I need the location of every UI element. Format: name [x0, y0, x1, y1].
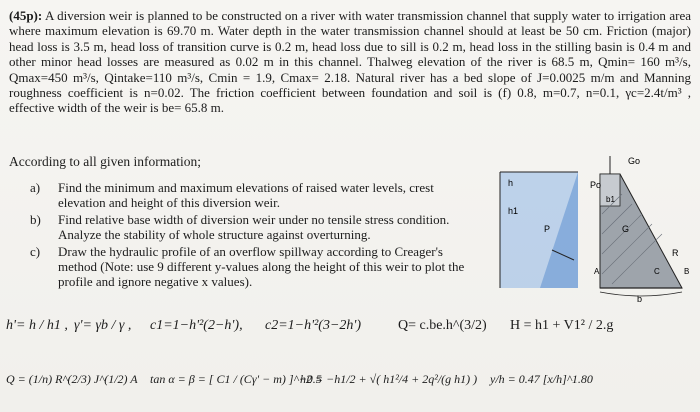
- weir-diagram: [482, 154, 694, 304]
- formula-h2: h2 = −h1/2 + √( h1²/4 + 2q²/(g h1) ): [300, 372, 478, 386]
- formula-discharge: Q= c.be.h^(3/2): [398, 318, 487, 333]
- question-list: [30, 180, 470, 291]
- question-text: Find relative base width of diversion weir under no tensile stress condition. Analyze the stability of whole structure against overturning.: [58, 212, 450, 242]
- question-text: Draw the hydraulic profile of an overflow spillway according to Creager's method (Note: use 9 different y-values along the height of this weir to plot the profile and ignore negative x values).: [58, 244, 465, 289]
- formula-c1: c1=1−h'²(2−h'),: [150, 318, 243, 333]
- formula-gamma: γ'= γb / γ ,: [74, 318, 132, 333]
- marks-label: (45p):: [9, 8, 43, 23]
- label-h1: h1: [508, 206, 519, 216]
- formula-c2: c2=1−h'²(3−2h'): [265, 318, 362, 333]
- label-c: C: [654, 267, 660, 276]
- question-letter: c): [30, 244, 41, 259]
- label-b-point: B: [684, 267, 690, 276]
- label-r: R: [672, 248, 679, 258]
- question-text: Find the minimum and maximum elevations of raised water levels, crest elevation and height of this diversion weir.: [58, 180, 434, 210]
- question-a: [30, 180, 470, 210]
- label-po: Po: [590, 180, 602, 190]
- label-g: G: [622, 224, 630, 234]
- label-b1: b1: [606, 195, 615, 204]
- label-b-width: b: [637, 294, 643, 304]
- label-p: P: [544, 224, 551, 234]
- formula-tan: tan α = β = [ C1 / (Cγ' − m) ]^−0.5: [150, 372, 322, 386]
- intro-line: According to all given information;: [9, 154, 201, 169]
- question-letter: a): [30, 180, 41, 195]
- problem-text: A diversion weir is planned to be constructed on a river with water transmission channel that supply water to irrigation area where maximum elevation is 69.70 m. Water depth in the water transmission channel should at least be 50 cm. Friction (major) head loss is 3.5 m, head loss of transition curve is 0.2 m, head loss due to sill is 0.2 m, head loss in the stilling basin is 0.4 m and other minor head losses are measured as 0.02 m in this channel. Thalweg elevation of the river is 68.5 m, Qmin= 160 m³/s, Qmax=450 m³/s, Qintake=110 m³/s, Cmin = 1.9, Cmax= 2.18. Natural river has a bed slope of J=0.0025 m/m and Manning roughness coefficient is n=0.02. The friction coefficient between foundation and soil is (f) 0.8, m=0.7, n=0.1, γc=2.4t/m³ , effective width of the weir is be= 65.8 m.: [9, 8, 691, 116]
- question-c: [30, 244, 470, 289]
- formula-creager: y/h = 0.47 [x/h]^1.80: [490, 372, 593, 386]
- label-h: h: [508, 178, 514, 188]
- label-go: Go: [628, 156, 641, 166]
- formula-hprime: h'= h / h1 ,: [6, 318, 68, 333]
- question-letter: b): [30, 212, 41, 227]
- formula-manning: Q = (1/n) R^(2/3) J^(1/2) A: [6, 372, 138, 386]
- problem-statement: [9, 8, 691, 116]
- formula-head: H = h1 + V1² / 2.g: [510, 318, 614, 333]
- question-b: [30, 212, 470, 242]
- label-a: A: [594, 267, 600, 276]
